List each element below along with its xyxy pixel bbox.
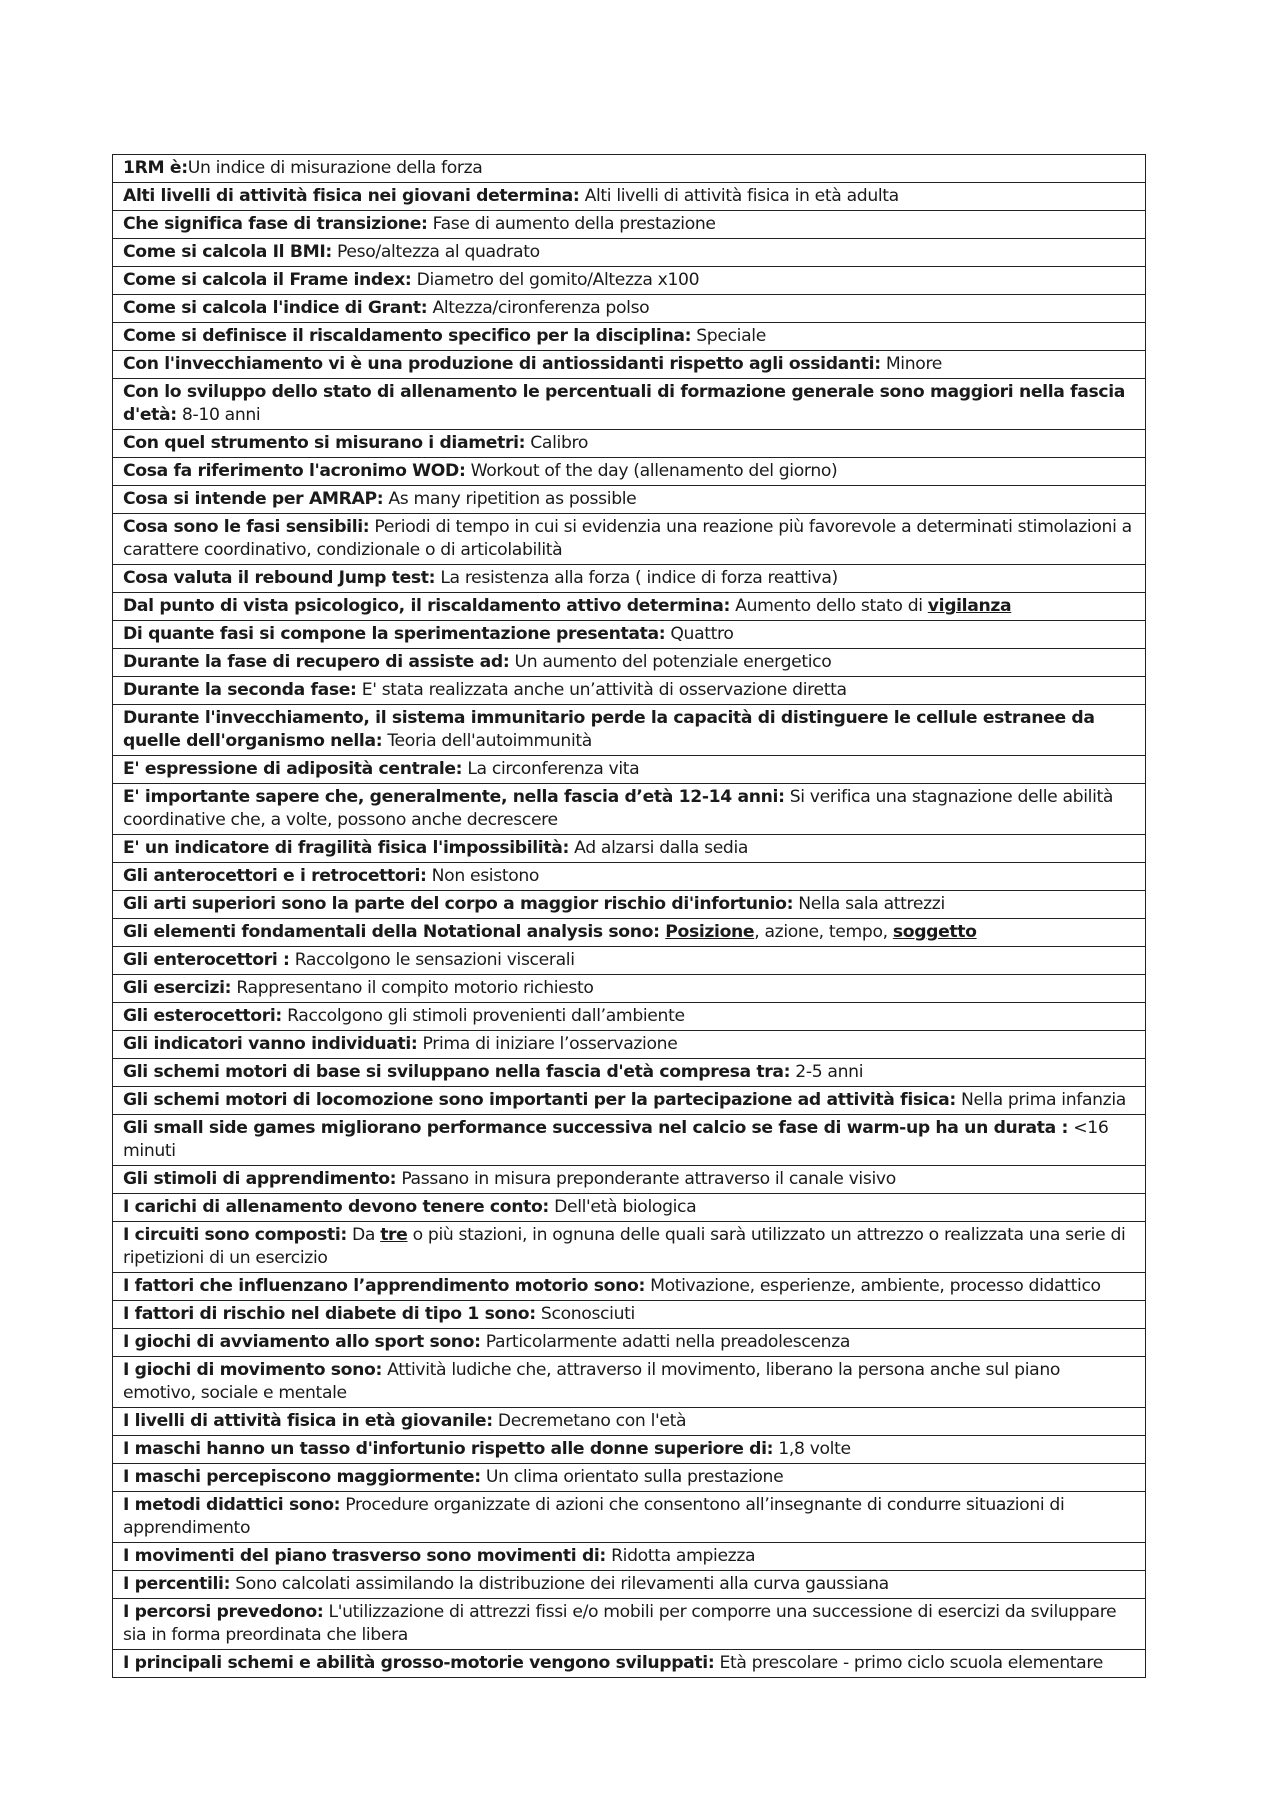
- question-text: I fattori che influenzano l’apprendimento motorio sono:: [123, 1276, 645, 1296]
- qa-cell: [113, 835, 1146, 863]
- qa-cell: [113, 677, 1146, 705]
- table-row: [113, 649, 1146, 677]
- underlined-term: tre: [380, 1225, 408, 1245]
- answer-text: La resistenza alla forza ( indice di forza reattiva): [435, 568, 838, 588]
- table-row: [113, 1492, 1146, 1543]
- question-text: E' importante sapere che, generalmente, nella fascia d’età 12-14 anni:: [123, 787, 785, 807]
- underlined-term: soggetto: [892, 922, 977, 942]
- table-row: [113, 486, 1146, 514]
- qa-cell: [113, 351, 1146, 379]
- question-text: Gli schemi motori di base si sviluppano nella fascia d'età compresa tra:: [123, 1062, 791, 1082]
- table-row: [113, 1166, 1146, 1194]
- answer-text: , azione, tempo,: [754, 922, 893, 942]
- answer-text-continued: o più stazioni, in ognuna delle quali sarà utilizzato un attrezzo o realizzata una serie di ripetizioni di un esercizio: [123, 1225, 1126, 1268]
- qa-cell: [113, 919, 1146, 947]
- qa-table: [112, 154, 1146, 1678]
- qa-cell: [113, 891, 1146, 919]
- qa-cell: [113, 514, 1146, 565]
- qa-cell: [113, 705, 1146, 756]
- question-text: I principali schemi e abilità grosso-motorie vengono sviluppati:: [123, 1653, 715, 1673]
- table-row: [113, 1329, 1146, 1357]
- qa-cell: [113, 1194, 1146, 1222]
- question-text: E' un indicatore di fragilità fisica l'impossibilità:: [123, 838, 569, 858]
- table-row: [113, 430, 1146, 458]
- question-text: Gli elementi fondamentali della Notational analysis sono:: [123, 922, 666, 942]
- qa-cell: [113, 1222, 1146, 1273]
- table-row: [113, 1115, 1146, 1166]
- qa-cell: [113, 211, 1146, 239]
- answer-text: Attività ludiche che, attraverso il movimento, liberano la persona anche sul piano emotivo, sociale e mentale: [123, 1360, 1061, 1403]
- qa-cell: [113, 486, 1146, 514]
- table-row: [113, 239, 1146, 267]
- table-row: [113, 863, 1146, 891]
- question-text: Durante la seconda fase:: [123, 680, 357, 700]
- qa-cell: [113, 975, 1146, 1003]
- qa-cell: [113, 295, 1146, 323]
- table-row: [113, 1464, 1146, 1492]
- answer-text: Periodi di tempo in cui si evidenzia una reazione più favorevole a determinati stimolazioni a carattere coordinativo, condizionale o di articolabilità: [123, 517, 1132, 560]
- qa-cell: [113, 1031, 1146, 1059]
- underlined-term: vigilanza: [927, 596, 1012, 616]
- answer-text: L'utilizzazione di attrezzi fissi e/o mobili per comporre una successione di esercizi da sviluppare sia in forma preordinata che libera: [123, 1602, 1117, 1645]
- qa-cell: [113, 239, 1146, 267]
- table-row: [113, 891, 1146, 919]
- question-text: Come si calcola il Frame index:: [123, 270, 412, 290]
- qa-cell: [113, 1650, 1146, 1678]
- qa-cell: [113, 1408, 1146, 1436]
- answer-text: Nella prima infanzia: [955, 1090, 1126, 1110]
- answer-text: Dell'età biologica: [548, 1197, 697, 1217]
- answer-text: Non esistono: [426, 866, 540, 886]
- qa-table-body: [113, 155, 1146, 1678]
- qa-cell: [113, 379, 1146, 430]
- qa-cell: [113, 1115, 1146, 1166]
- answer-text: Motivazione, esperienze, ambiente, processo didattico: [644, 1276, 1101, 1296]
- answer-text: Calibro: [525, 433, 589, 453]
- question-text: Gli arti superiori sono la parte del corpo a maggior rischio di'infortunio:: [123, 894, 794, 914]
- question-text: I metodi didattici sono:: [123, 1495, 341, 1515]
- answer-text: Un indice di misurazione della forza: [187, 158, 483, 178]
- question-text: I circuiti sono composti:: [123, 1225, 347, 1245]
- qa-cell: [113, 565, 1146, 593]
- question-text: I giochi di movimento sono:: [123, 1360, 382, 1380]
- answer-text: Età prescolare - primo ciclo scuola elementare: [714, 1653, 1103, 1673]
- table-row: [113, 1301, 1146, 1329]
- question-text: Gli schemi motori di locomozione sono importanti per la partecipazione ad attività fisica:: [123, 1090, 956, 1110]
- answer-text: Quattro: [665, 624, 734, 644]
- answer-text: Sconosciuti: [535, 1304, 635, 1324]
- table-row: [113, 565, 1146, 593]
- answer-text: Raccolgono le sensazioni viscerali: [289, 950, 575, 970]
- qa-cell: [113, 1464, 1146, 1492]
- table-row: [113, 1357, 1146, 1408]
- question-text: Cosa fa riferimento l'acronimo WOD:: [123, 461, 466, 481]
- question-text: Cosa si intende per AMRAP:: [123, 489, 384, 509]
- answer-text: Sono calcolati assimilando la distribuzione dei rilevamenti alla curva gaussiana: [230, 1574, 889, 1594]
- question-text: Gli anterocettori e i retrocettori:: [123, 866, 427, 886]
- table-row: [113, 975, 1146, 1003]
- qa-cell: [113, 784, 1146, 835]
- table-row: [113, 1571, 1146, 1599]
- question-text: Come si calcola Il BMI:: [123, 242, 332, 262]
- question-text: Come si calcola l'indice di Grant:: [123, 298, 428, 318]
- table-row: [113, 705, 1146, 756]
- question-text: Con l'invecchiamento vi è una produzione di antiossidanti rispetto agli ossidanti:: [123, 354, 881, 374]
- table-row: [113, 1059, 1146, 1087]
- answer-text: Da: [346, 1225, 381, 1245]
- question-text: 1RM è:: [123, 158, 188, 178]
- question-text: E' espressione di adiposità centrale:: [123, 759, 463, 779]
- table-row: [113, 1003, 1146, 1031]
- qa-cell: [113, 430, 1146, 458]
- answer-text: Alti livelli di attività fisica in età adulta: [579, 186, 899, 206]
- qa-cell: [113, 323, 1146, 351]
- question-text: I percentili:: [123, 1574, 231, 1594]
- answer-text: Passano in misura preponderante attraverso il canale visivo: [396, 1169, 896, 1189]
- qa-cell: [113, 1166, 1146, 1194]
- table-row: [113, 1436, 1146, 1464]
- answer-text: Un aumento del potenziale energetico: [509, 652, 832, 672]
- question-text: I percorsi prevedono:: [123, 1602, 324, 1622]
- table-row: [113, 323, 1146, 351]
- answer-text: Nella sala attrezzi: [793, 894, 945, 914]
- qa-cell: [113, 593, 1146, 621]
- answer-text: Si verifica una stagnazione delle abilità coordinative che, a volte, possono anche decrescere: [123, 787, 1114, 830]
- qa-cell: [113, 183, 1146, 211]
- answer-text: Altezza/cironferenza polso: [427, 298, 650, 318]
- table-row: [113, 155, 1146, 183]
- qa-cell: [113, 1357, 1146, 1408]
- qa-cell: [113, 1436, 1146, 1464]
- answer-text: <16 minuti: [123, 1118, 1109, 1161]
- table-row: [113, 677, 1146, 705]
- question-text: Gli indicatori vanno individuati:: [123, 1034, 418, 1054]
- table-row: [113, 947, 1146, 975]
- answer-text: 1,8 volte: [773, 1439, 851, 1459]
- answer-text: Prima di iniziare l’osservazione: [417, 1034, 678, 1054]
- answer-text: Raccolgono gli stimoli provenienti dall’ambiente: [281, 1006, 685, 1026]
- answer-text: Rappresentano il compito motorio richiesto: [231, 978, 594, 998]
- answer-text: Peso/altezza al quadrato: [331, 242, 540, 262]
- qa-cell: [113, 756, 1146, 784]
- qa-cell: [113, 267, 1146, 295]
- answer-text: As many ripetition as possible: [383, 489, 637, 509]
- answer-text: Fase di aumento della prestazione: [427, 214, 716, 234]
- qa-cell: [113, 1087, 1146, 1115]
- qa-cell: [113, 1329, 1146, 1357]
- question-text: Gli esercizi:: [123, 978, 232, 998]
- table-row: [113, 514, 1146, 565]
- table-row: [113, 835, 1146, 863]
- question-text: I carichi di allenamento devono tenere conto:: [123, 1197, 549, 1217]
- table-row: [113, 784, 1146, 835]
- answer-text: 2-5 anni: [790, 1062, 864, 1082]
- question-text: Come si definisce il riscaldamento specifico per la disciplina:: [123, 326, 692, 346]
- answer-text: Diametro del gomito/Altezza x100: [411, 270, 700, 290]
- answer-text: Minore: [880, 354, 943, 374]
- question-text: Che significa fase di transizione:: [123, 214, 428, 234]
- question-text: Alti livelli di attività fisica nei giovani determina:: [123, 186, 580, 206]
- table-row: [113, 621, 1146, 649]
- qa-cell: [113, 621, 1146, 649]
- table-row: [113, 593, 1146, 621]
- question-text: Gli small side games migliorano performance successiva nel calcio se fase di warm-up ha un durata :: [123, 1118, 1069, 1138]
- question-text: Gli stimoli di apprendimento:: [123, 1169, 397, 1189]
- question-text: I fattori di rischio nel diabete di tipo 1 sono:: [123, 1304, 536, 1324]
- qa-cell: [113, 947, 1146, 975]
- question-text: Durante l'invecchiamento, il sistema immunitario perde la capacità di distinguere le cellule estranee da quelle dell'organismo nella:: [123, 708, 1095, 751]
- question-text: Di quante fasi si compone la sperimentazione presentata:: [123, 624, 666, 644]
- answer-text: E' stata realizzata anche un’attività di osservazione diretta: [356, 680, 847, 700]
- table-row: [113, 1031, 1146, 1059]
- table-row: [113, 1087, 1146, 1115]
- question-text: I movimenti del piano trasverso sono movimenti di:: [123, 1546, 606, 1566]
- question-text: I livelli di attività fisica in età giovanile:: [123, 1411, 493, 1431]
- table-row: [113, 1222, 1146, 1273]
- answer-text: La circonferenza vita: [462, 759, 640, 779]
- answer-text: Particolarmente adatti nella preadolescenza: [480, 1332, 851, 1352]
- table-row: [113, 756, 1146, 784]
- qa-cell: [113, 863, 1146, 891]
- question-text: Con lo sviluppo dello stato di allenamento le percentuali di formazione generale sono maggiori nella fascia d'età:: [123, 382, 1126, 425]
- qa-cell: [113, 1003, 1146, 1031]
- qa-cell: [113, 1599, 1146, 1650]
- table-row: [113, 1273, 1146, 1301]
- table-row: [113, 1543, 1146, 1571]
- answer-text: Aumento dello stato di: [730, 596, 928, 616]
- qa-cell: [113, 1543, 1146, 1571]
- answer-text: Procedure organizzate di azioni che consentono all’insegnante di condurre situazioni di apprendimento: [123, 1495, 1065, 1538]
- question-text: Gli enterocettori :: [123, 950, 290, 970]
- qa-cell: [113, 458, 1146, 486]
- table-row: [113, 351, 1146, 379]
- qa-cell: [113, 1492, 1146, 1543]
- table-row: [113, 1194, 1146, 1222]
- qa-cell: [113, 1571, 1146, 1599]
- question-text: Gli esterocettori:: [123, 1006, 282, 1026]
- table-row: [113, 458, 1146, 486]
- answer-text: Ad alzarsi dalla sedia: [569, 838, 749, 858]
- table-row: [113, 919, 1146, 947]
- table-row: [113, 1599, 1146, 1650]
- table-row: [113, 295, 1146, 323]
- qa-cell: [113, 155, 1146, 183]
- answer-text: Speciale: [691, 326, 766, 346]
- table-row: [113, 379, 1146, 430]
- question-text: Cosa valuta il rebound Jump test:: [123, 568, 436, 588]
- question-text: I giochi di avviamento allo sport sono:: [123, 1332, 481, 1352]
- question-text: I maschi hanno un tasso d'infortunio rispetto alle donne superiore di:: [123, 1439, 774, 1459]
- question-text: I maschi percepiscono maggiormente:: [123, 1467, 481, 1487]
- question-text: Durante la fase di recupero di assiste ad:: [123, 652, 510, 672]
- table-row: [113, 267, 1146, 295]
- table-row: [113, 211, 1146, 239]
- question-text: Cosa sono le fasi sensibili:: [123, 517, 370, 537]
- answer-text: Un clima orientato sulla prestazione: [480, 1467, 784, 1487]
- qa-cell: [113, 1273, 1146, 1301]
- qa-cell: [113, 1059, 1146, 1087]
- answer-text: Ridotta ampiezza: [605, 1546, 756, 1566]
- answer-text: Teoria dell'autoimmunità: [382, 731, 592, 751]
- answer-text: Workout of the day (allenamento del giorno): [465, 461, 838, 481]
- table-row: [113, 1408, 1146, 1436]
- underlined-term: Posizione: [665, 922, 755, 942]
- qa-cell: [113, 649, 1146, 677]
- answer-text: 8-10 anni: [176, 405, 261, 425]
- qa-cell: [113, 1301, 1146, 1329]
- table-row: [113, 183, 1146, 211]
- question-text: Con quel strumento si misurano i diametri:: [123, 433, 526, 453]
- question-text: Dal punto di vista psicologico, il riscaldamento attivo determina:: [123, 596, 731, 616]
- answer-text: Decremetano con l'età: [492, 1411, 687, 1431]
- table-row: [113, 1650, 1146, 1678]
